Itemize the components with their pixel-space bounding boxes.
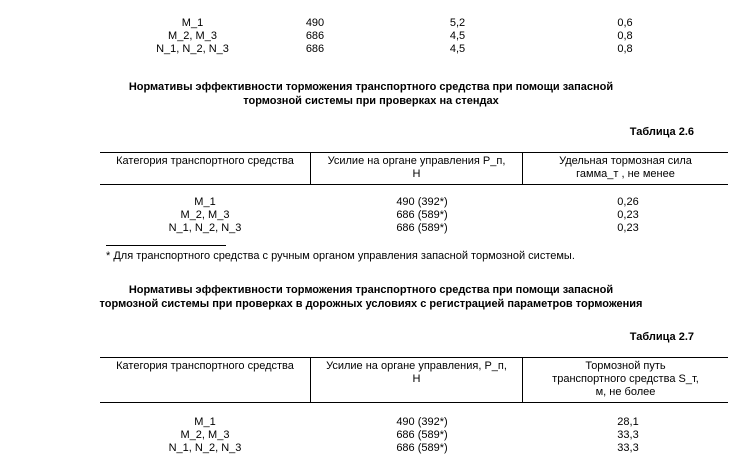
category-cell: N_1, N_2, N_3 bbox=[156, 43, 229, 55]
column-header: Удельная тормозная сила гамма_т , не менее bbox=[522, 153, 728, 184]
table-row bbox=[0, 209, 742, 222]
column-header: Тормозной путь транспортного средства S_т, м, не более bbox=[522, 358, 728, 402]
force-cell: 490 (392*) bbox=[396, 416, 448, 428]
table-caption: Таблица 2.6 bbox=[629, 126, 694, 138]
value-cell: 0,26 bbox=[617, 196, 639, 208]
value-cell: 4,5 bbox=[449, 43, 466, 55]
value-cell: 28,1 bbox=[617, 416, 639, 428]
value-cell: 490 bbox=[305, 17, 325, 29]
column-header: Категория транспортного средства bbox=[116, 360, 294, 372]
section-title: Нормативы эффективности торможения транспортного средства при помощи запасной bbox=[128, 81, 614, 93]
category-cell: M_2, M_3 bbox=[180, 209, 230, 221]
value-cell: 0,23 bbox=[617, 209, 639, 221]
column-header: Усилие на органе управления Р_п, Н bbox=[310, 153, 522, 184]
value-cell: 686 bbox=[305, 30, 325, 42]
category-cell: N_1, N_2, N_3 bbox=[168, 222, 242, 234]
value-cell: 4,5 bbox=[449, 30, 466, 42]
column-header: Усилие на органе управления, Р_п, Н bbox=[310, 358, 522, 402]
table-row bbox=[0, 196, 742, 209]
category-cell: M_2, M_3 bbox=[168, 30, 217, 42]
footnote-divider bbox=[106, 245, 226, 246]
value-cell: 0,6 bbox=[617, 17, 633, 29]
force-cell: 686 (589*) bbox=[396, 442, 448, 454]
section-title: тормозной системы при проверках на стендах bbox=[243, 95, 499, 107]
value-cell: 5,2 bbox=[449, 17, 466, 29]
force-cell: 490 (392*) bbox=[396, 196, 448, 208]
table-row bbox=[0, 222, 742, 235]
table-header bbox=[100, 152, 728, 185]
table-header bbox=[100, 357, 728, 403]
value-cell: 33,3 bbox=[617, 442, 639, 454]
table-row bbox=[0, 30, 742, 43]
force-cell: 686 (589*) bbox=[396, 209, 448, 221]
table-row bbox=[0, 17, 742, 30]
category-cell: N_1, N_2, N_3 bbox=[168, 442, 242, 454]
column-header: Категория транспортного средства bbox=[116, 155, 294, 167]
force-cell: 686 (589*) bbox=[396, 429, 448, 441]
footnote: * Для транспортного средства с ручным органом управления запасной тормозной системы. bbox=[106, 250, 575, 262]
table-caption: Таблица 2.7 bbox=[629, 331, 694, 343]
category-cell: M_1 bbox=[194, 416, 216, 428]
section-title: Нормативы эффективности торможения транспортного средства при помощи запасной bbox=[128, 284, 614, 296]
table-row bbox=[0, 416, 742, 429]
value-cell: 0,23 bbox=[617, 222, 639, 234]
category-cell: M_2, M_3 bbox=[180, 429, 230, 441]
category-cell: M_1 bbox=[181, 17, 204, 29]
force-cell: 686 (589*) bbox=[396, 222, 448, 234]
value-cell: 0,8 bbox=[617, 43, 633, 55]
section-title: тормозной системы при проверках в дорожных условиях с регистрацией параметров торможения bbox=[99, 298, 643, 310]
table-row bbox=[0, 442, 742, 455]
value-cell: 0,8 bbox=[617, 30, 633, 42]
table-row bbox=[0, 429, 742, 442]
category-cell: M_1 bbox=[194, 196, 216, 208]
table-row bbox=[0, 43, 742, 56]
value-cell: 33,3 bbox=[617, 429, 639, 441]
value-cell: 686 bbox=[305, 43, 325, 55]
